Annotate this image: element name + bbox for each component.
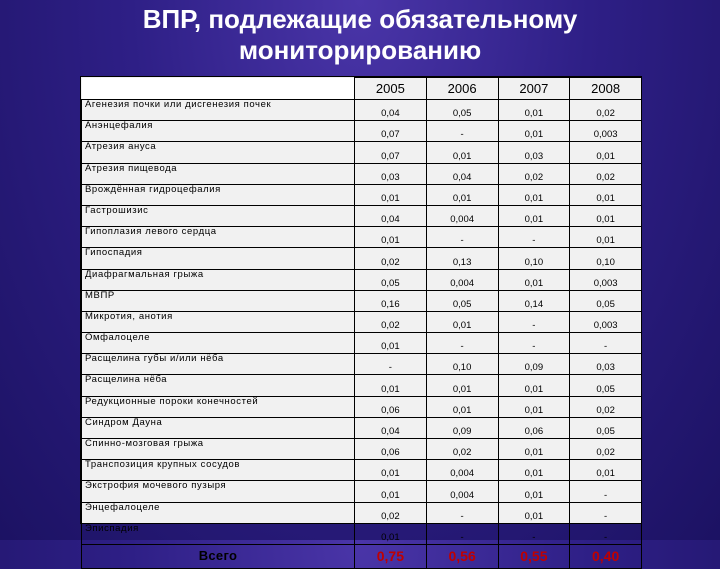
table-row (82, 375, 642, 396)
header-row (82, 78, 642, 100)
value-cell: 0,05 (570, 290, 642, 311)
title-line-2: мониторированию (238, 35, 482, 65)
year-header: 2005 (355, 78, 427, 100)
row-label: Расщелина губы и/или нёба (82, 354, 355, 375)
year-header: 2006 (426, 78, 498, 100)
value-cell: 0,004 (426, 481, 498, 502)
table-row (82, 439, 642, 460)
row-label: Атрезия пищевода (82, 163, 355, 184)
value-cell: 0,02 (570, 439, 642, 460)
value-cell: 0,03 (498, 142, 570, 163)
value-cell: 0,13 (426, 248, 498, 269)
value-cell: 0,01 (570, 460, 642, 481)
value-cell: 0,10 (498, 248, 570, 269)
value-cell: 0,01 (498, 460, 570, 481)
value-cell: 0,01 (426, 375, 498, 396)
value-cell: 0,01 (355, 460, 427, 481)
value-cell: 0,06 (498, 417, 570, 438)
value-cell: - (498, 333, 570, 354)
table-row (82, 417, 642, 438)
slide-title (0, 4, 720, 66)
value-cell: 0,003 (570, 269, 642, 290)
table-row (82, 100, 642, 121)
value-cell: 0,01 (570, 142, 642, 163)
table-row (82, 121, 642, 142)
value-cell: 0,04 (426, 163, 498, 184)
value-cell: - (426, 227, 498, 248)
value-cell: 0,10 (426, 354, 498, 375)
row-label: Синдром Дауна (82, 417, 355, 438)
value-cell: 0,02 (355, 502, 427, 523)
value-cell: 0,003 (570, 121, 642, 142)
year-header: 2008 (570, 78, 642, 100)
total-value-cell: 0,40 (570, 544, 642, 568)
value-cell: - (570, 502, 642, 523)
value-cell: 0,01 (570, 227, 642, 248)
table-row (82, 142, 642, 163)
row-label: Энцефалоцеле (82, 502, 355, 523)
value-cell: - (355, 354, 427, 375)
value-cell: 0,01 (426, 396, 498, 417)
value-cell: - (426, 121, 498, 142)
value-cell: 0,01 (426, 142, 498, 163)
table-row (82, 227, 642, 248)
value-cell: - (426, 502, 498, 523)
row-label: Эписпадия (82, 523, 355, 544)
table-row (82, 523, 642, 544)
value-cell: 0,01 (498, 396, 570, 417)
total-label: Всего (82, 544, 355, 568)
value-cell: 0,03 (355, 163, 427, 184)
table-row (82, 396, 642, 417)
total-row (82, 544, 642, 568)
value-cell: 0,05 (426, 290, 498, 311)
value-cell: - (570, 333, 642, 354)
value-cell: 0,01 (498, 269, 570, 290)
value-cell: 0,02 (498, 163, 570, 184)
value-cell: 0,01 (498, 375, 570, 396)
value-cell: - (426, 523, 498, 544)
value-cell: 0,01 (498, 439, 570, 460)
row-label: Редукционные пороки конечностей (82, 396, 355, 417)
table-row (82, 311, 642, 332)
table-body (82, 100, 642, 569)
table-row (82, 481, 642, 502)
value-cell: 0,01 (355, 481, 427, 502)
row-label: МВПР (82, 290, 355, 311)
table-row (82, 269, 642, 290)
value-cell: 0,10 (570, 248, 642, 269)
value-cell: 0,04 (355, 205, 427, 226)
table-row (82, 184, 642, 205)
value-cell: 0,01 (426, 184, 498, 205)
data-table-container (80, 76, 642, 564)
value-cell: - (498, 523, 570, 544)
row-label: Агенезия почки или дисгенезия почек (82, 100, 355, 121)
value-cell: 0,01 (570, 184, 642, 205)
row-label: Гастрошизис (82, 205, 355, 226)
value-cell: - (570, 481, 642, 502)
table-row (82, 290, 642, 311)
value-cell: 0,01 (355, 375, 427, 396)
value-cell: 0,004 (426, 460, 498, 481)
value-cell: 0,01 (355, 523, 427, 544)
total-value-cell: 0,56 (426, 544, 498, 568)
value-cell: 0,01 (355, 227, 427, 248)
value-cell: 0,01 (498, 205, 570, 226)
table-row (82, 163, 642, 184)
row-label: Расщелина нёба (82, 375, 355, 396)
row-label: Транспозиция крупных сосудов (82, 460, 355, 481)
total-value-cell: 0,75 (355, 544, 427, 568)
value-cell: 0,004 (426, 269, 498, 290)
value-cell: 0,07 (355, 142, 427, 163)
value-cell: 0,01 (498, 184, 570, 205)
value-cell: 0,05 (570, 375, 642, 396)
value-cell: 0,004 (426, 205, 498, 226)
table-row (82, 354, 642, 375)
value-cell: 0,01 (355, 184, 427, 205)
total-value-cell: 0,55 (498, 544, 570, 568)
value-cell: 0,02 (355, 248, 427, 269)
value-cell: 0,01 (498, 502, 570, 523)
value-cell: 0,05 (426, 100, 498, 121)
value-cell: 0,09 (426, 417, 498, 438)
value-cell: 0,02 (355, 311, 427, 332)
value-cell: 0,06 (355, 439, 427, 460)
value-cell: 0,003 (570, 311, 642, 332)
value-cell: 0,02 (426, 439, 498, 460)
year-header: 2007 (498, 78, 570, 100)
row-label: Диафрагмальная грыжа (82, 269, 355, 290)
row-label: Гипоплазия левого сердца (82, 227, 355, 248)
value-cell: 0,02 (570, 396, 642, 417)
title-line-1: ВПР, подлежащие обязательному (142, 4, 578, 34)
value-cell: - (498, 311, 570, 332)
value-cell: - (498, 227, 570, 248)
table-row (82, 333, 642, 354)
header-corner-cell (82, 78, 355, 100)
row-label: Спинно-мозговая грыжа (82, 439, 355, 460)
value-cell: 0,02 (570, 100, 642, 121)
row-label: Микротия, анотия (82, 311, 355, 332)
value-cell: 0,06 (355, 396, 427, 417)
value-cell: 0,01 (426, 311, 498, 332)
value-cell: 0,09 (498, 354, 570, 375)
value-cell: 0,05 (355, 269, 427, 290)
value-cell: - (426, 333, 498, 354)
table-row (82, 248, 642, 269)
value-cell: - (570, 523, 642, 544)
value-cell: 0,05 (570, 417, 642, 438)
value-cell: 0,02 (570, 163, 642, 184)
row-label: Врождённая гидроцефалия (82, 184, 355, 205)
row-label: Атрезия ануса (82, 142, 355, 163)
table-row (82, 460, 642, 481)
value-cell: 0,01 (355, 333, 427, 354)
value-cell: 0,04 (355, 100, 427, 121)
table-row (82, 205, 642, 226)
value-cell: 0,07 (355, 121, 427, 142)
row-label: Анэнцефалия (82, 121, 355, 142)
row-label: Экстрофия мочевого пузыря (82, 481, 355, 502)
value-cell: 0,03 (570, 354, 642, 375)
value-cell: 0,16 (355, 290, 427, 311)
value-cell: 0,01 (498, 121, 570, 142)
row-label: Гипоспадия (82, 248, 355, 269)
malformations-table (81, 77, 642, 569)
value-cell: 0,01 (570, 205, 642, 226)
value-cell: 0,01 (498, 100, 570, 121)
value-cell: 0,04 (355, 417, 427, 438)
value-cell: 0,14 (498, 290, 570, 311)
value-cell: 0,01 (498, 481, 570, 502)
row-label: Омфалоцеле (82, 333, 355, 354)
table-row (82, 502, 642, 523)
